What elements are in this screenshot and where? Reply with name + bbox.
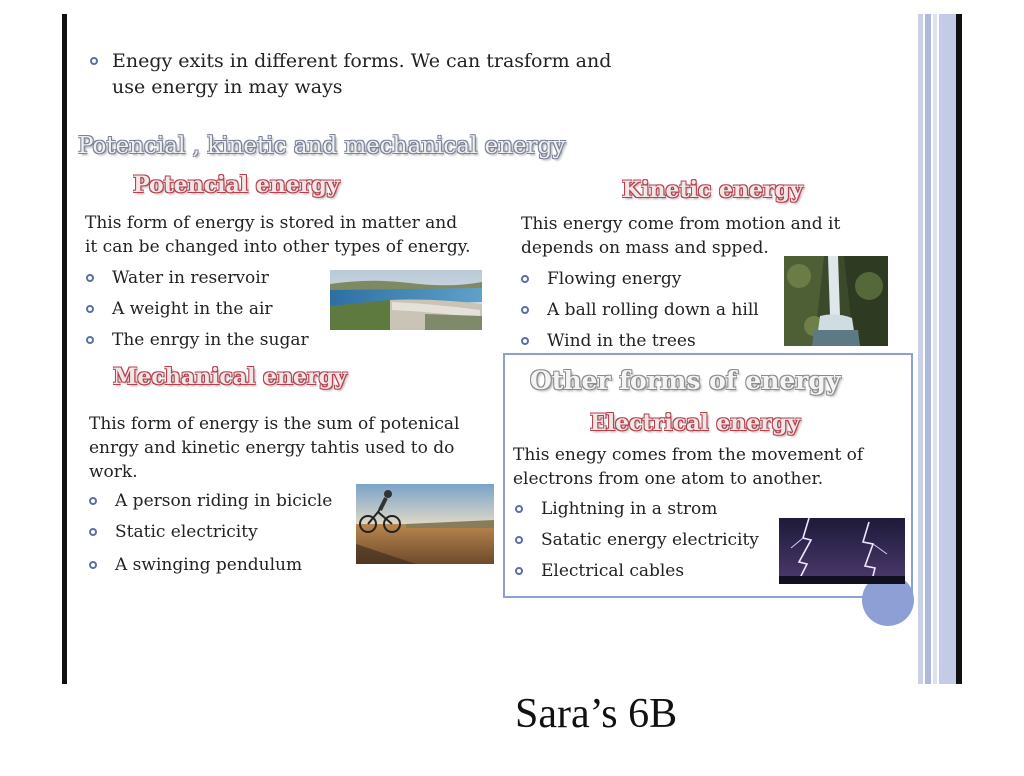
other-forms-heading: Other forms of energy	[530, 366, 841, 395]
bullet-icon	[521, 306, 529, 314]
bullet-icon	[521, 275, 529, 283]
bullet-icon	[90, 57, 98, 65]
list-item: A ball rolling down a hill	[521, 298, 791, 329]
potential-description	[85, 211, 505, 259]
list-item: Lightning in a strom	[515, 497, 785, 528]
bullet-icon	[86, 305, 94, 313]
list-item: Wind in the trees	[521, 329, 791, 360]
decor-stripe	[925, 14, 931, 684]
decor-stripe	[933, 14, 937, 684]
list-item: Satatic energy electricity	[515, 528, 785, 559]
bullet-icon	[515, 505, 523, 513]
desc-line: work.	[89, 462, 138, 482]
list-item: A swinging pendulum	[89, 553, 359, 584]
slide-caption: Sara’s 6B	[515, 691, 678, 737]
mechanical-heading: Mechanical energy	[113, 364, 347, 390]
kinetic-description	[521, 212, 901, 260]
intro-line: use energy in may ways	[112, 76, 343, 98]
mechanical-description	[89, 412, 499, 484]
potential-list	[86, 266, 346, 359]
bullet-icon	[521, 337, 529, 345]
list-item: A person riding in bicicle	[89, 489, 359, 520]
bullet-icon	[89, 528, 97, 536]
desc-line: depends on mass and spped.	[521, 238, 769, 258]
list-item: Electrical cables	[515, 559, 785, 590]
dam-reservoir-image	[330, 270, 482, 330]
bullet-icon	[89, 561, 97, 569]
desc-line: electrons from one atom to another.	[513, 469, 824, 489]
list-item: The enrgy in the sugar	[86, 328, 346, 359]
desc-line: enrgy and kinetic energy tahtis used to do	[89, 438, 455, 458]
slide-left-border	[62, 14, 67, 684]
desc-line: This form of energy is stored in matter and	[85, 213, 458, 233]
list-item: Water in reservoir	[86, 266, 346, 297]
cyclist-image	[356, 484, 494, 564]
electrical-list	[515, 497, 785, 590]
electrical-description	[513, 443, 903, 491]
electrical-heading: Electrical energy	[590, 410, 801, 436]
desc-line: it can be changed into other types of energy.	[85, 237, 471, 257]
bullet-icon	[86, 274, 94, 282]
intro-line: Enegy exits in different forms. We can trasform and	[112, 50, 612, 72]
list-item: A weight in the air	[86, 297, 346, 328]
kinetic-list	[521, 267, 791, 360]
desc-line: This enegy comes from the movement of	[513, 445, 864, 465]
list-item: Static electricity	[89, 520, 359, 551]
potential-heading: Potencial energy	[133, 172, 340, 198]
bullet-icon	[515, 567, 523, 575]
main-heading: Potencial , kinetic and mechanical energy	[78, 133, 566, 159]
lightning-image	[779, 518, 905, 584]
slide-right-border	[956, 14, 962, 684]
mechanical-list	[89, 489, 359, 584]
list-item: Flowing energy	[521, 267, 791, 298]
desc-line: This energy come from motion and it	[521, 214, 841, 234]
bullet-icon	[515, 536, 523, 544]
bullet-icon	[86, 336, 94, 344]
decor-stripe	[939, 14, 956, 684]
decor-stripe	[918, 14, 923, 684]
desc-line: This form of energy is the sum of potenical	[89, 414, 460, 434]
kinetic-heading: Kinetic energy	[622, 177, 803, 203]
bullet-icon	[89, 497, 97, 505]
waterfall-image	[784, 256, 888, 346]
